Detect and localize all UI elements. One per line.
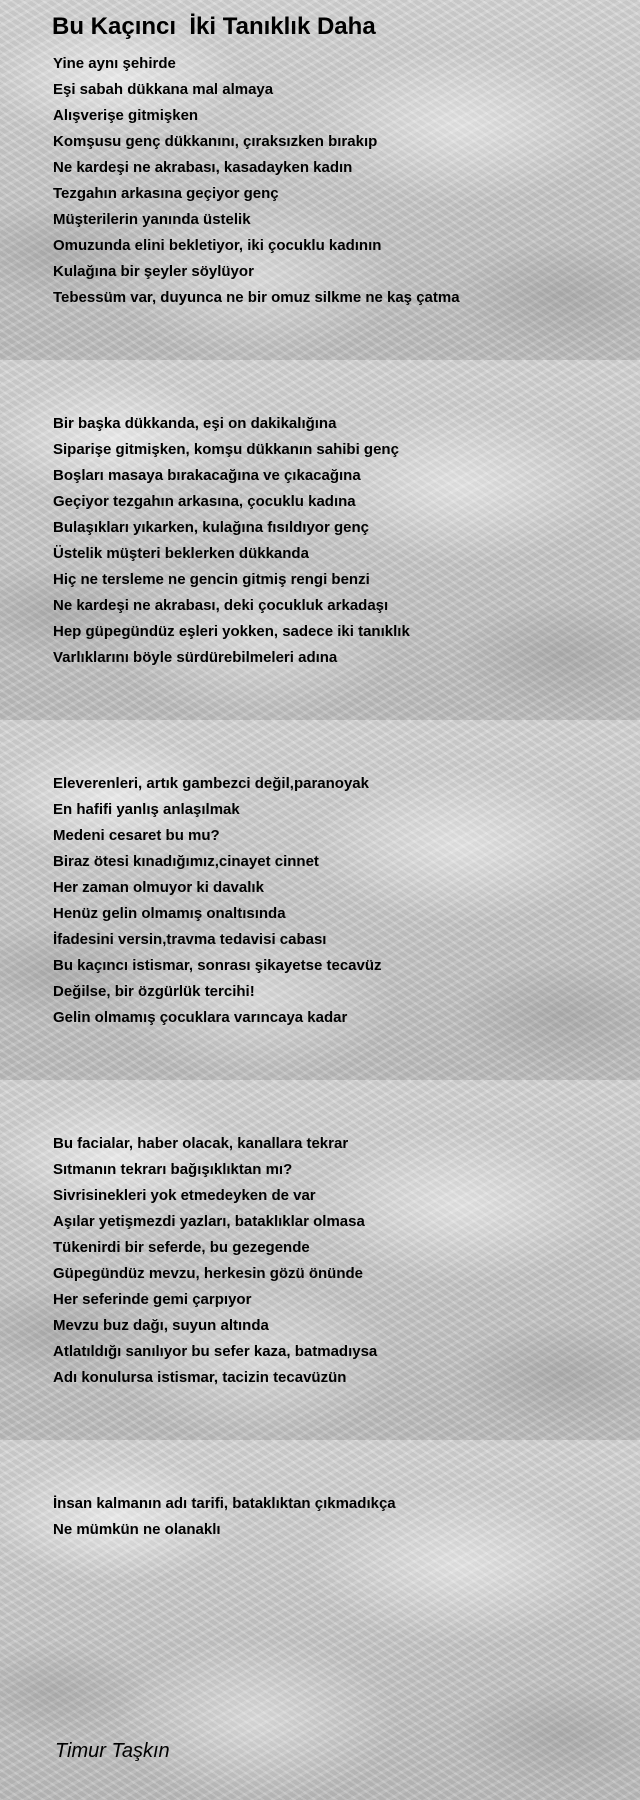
poem-line: Güpegündüz mevzu, herkesin gözü önünde: [53, 1265, 364, 1282]
poem-line: Geçiyor tezgahın arkasına, çocuklu kadına: [53, 493, 356, 510]
poem-line: Varlıklarını böyle sürdürebilmeleri adına: [53, 649, 338, 666]
poem-line: Hiç ne tersleme ne gencin gitmiş rengi benzi: [53, 571, 370, 588]
poem-line: Değilse, bir özgürlük tercihi!: [53, 983, 255, 1000]
poem-author: Timur Taşkın: [55, 1740, 170, 1762]
poem-line: En hafifi yanlış anlaşılmak: [53, 801, 240, 818]
poem-line: Tebessüm var, duyunca ne bir omuz silkme ne kaş çatma: [53, 289, 460, 306]
poem-line: Gelin olmamış çocuklara varıncaya kadar: [53, 1009, 348, 1026]
poem-line: Medeni cesaret bu mu?: [53, 827, 220, 844]
poem-line: Bulaşıkları yıkarken, kulağına fısıldıyor genç: [53, 519, 369, 536]
poem-line: Henüz gelin olmamış onaltısında: [53, 905, 286, 922]
poem-line: Atlatıldığı sanılıyor bu sefer kaza, batmadıysa: [53, 1343, 378, 1360]
poem-line: Komşusu genç dükkanını, çıraksızken bırakıp: [53, 133, 378, 150]
poem-line: Alışverişe gitmişken: [53, 107, 199, 124]
poem-line: Hep güpegündüz eşleri yokken, sadece iki tanıklık: [53, 623, 410, 640]
poem-line: Siparişe gitmişken, komşu dükkanın sahibi genç: [53, 441, 399, 458]
poem-line: İnsan kalmanın adı tarifi, bataklıktan çıkmadıkça: [53, 1495, 396, 1512]
poem-title: Bu Kaçıncı İki Tanıklık Daha: [52, 13, 376, 40]
poem-line: Her seferinde gemi çarpıyor: [53, 1291, 252, 1308]
stanza-1: [53, 51, 460, 311]
stanza-3: [53, 771, 382, 1031]
poem-line: Biraz ötesi kınadığımız,cinayet cinnet: [53, 853, 319, 870]
poem-line: İfadesini versin,travma tedavisi cabası: [53, 931, 327, 948]
poem-line: Eşi sabah dükkana mal almaya: [53, 81, 274, 98]
poem-line: Bir başka dükkanda, eşi on dakikalığına: [53, 415, 337, 432]
poem-line: Bu facialar, haber olacak, kanallara tekrar: [53, 1135, 349, 1152]
stanza-4: [53, 1131, 377, 1391]
poem-line: Omuzunda elini bekletiyor, iki çocuklu kadının: [53, 237, 382, 254]
poem-line: Yine aynı şehirde: [53, 55, 176, 72]
poem-line: Ne kardeşi ne akrabası, deki çocukluk arkadaşı: [53, 597, 389, 614]
poem-line: Ne mümkün ne olanaklı: [53, 1521, 221, 1538]
poem-line: Her zaman olmuyor ki davalık: [53, 879, 264, 896]
poem-line: Kulağına bir şeyler söylüyor: [53, 263, 254, 280]
poem-line: Tükenirdi bir seferde, bu gezegende: [53, 1239, 310, 1256]
poem-line: Eleverenleri, artık gambezci değil,paranoyak: [53, 775, 369, 792]
poem-line: Müşterilerin yanında üstelik: [53, 211, 251, 228]
poem-line: Üstelik müşteri beklerken dükkanda: [53, 545, 309, 562]
poem-line: Tezgahın arkasına geçiyor genç: [53, 185, 279, 202]
poem-line: Bu kaçıncı istismar, sonrası şikayetse tecavüz: [53, 957, 382, 974]
stanza-2: [53, 411, 410, 671]
poem-line: Boşları masaya bırakacağına ve çıkacağına: [53, 467, 361, 484]
poem-line: Adı konulursa istismar, tacizin tecavüzün: [53, 1369, 347, 1386]
poem-line: Aşılar yetişmezdi yazları, bataklıklar olmasa: [53, 1213, 365, 1230]
poem-line: Sıtmanın tekrarı bağışıklıktan mı?: [53, 1161, 293, 1178]
poem-line: Sivrisinekleri yok etmedeyken de var: [53, 1187, 316, 1204]
poem-line: Mevzu buz dağı, suyun altında: [53, 1317, 269, 1334]
stanza-5: [53, 1491, 396, 1543]
poem-line: Ne kardeşi ne akrabası, kasadayken kadın: [53, 159, 353, 176]
